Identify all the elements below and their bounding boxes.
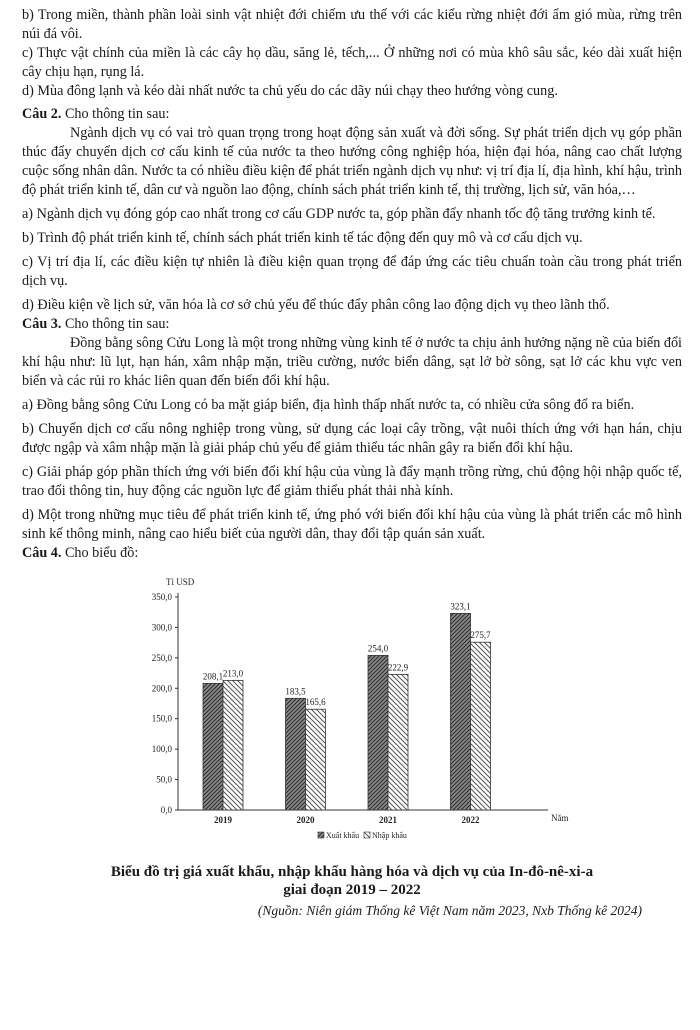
q3-passage: Đồng bằng sông Cửu Long là một trong những vùng kinh tế ở nước ta chịu ảnh hưởng nặng nề của biến đổi khí hậu như: lũ lụt, hạn hán, xâm nhập mặn, triều cường, nước biển dâng, sạt lở bờ sông, sạt lở các khu vực ven biển và các rủi ro khác liên quan đến biến đổi khí hậu.	[22, 335, 682, 389]
q3-option-c: c) Giải pháp góp phần thích ứng với biến đổi khí hậu của vùng là đẩy mạnh trồng rừng, chủ động hội nhập quốc tế, trao đổi thông tin, huy động các nguồn lực để giảm thiểu phát thải nhà kính.	[22, 464, 682, 499]
q3-option-b: b) Chuyển dịch cơ cấu nông nghiệp trong vùng, sử dụng các loại cây trồng, vật nuôi thích ứng với hạn hán, chịu được ngập và xâm nhập mặn là giải pháp chủ yếu để giảm thiểu tác nhân gây ra biến đổi khí hậu.	[22, 421, 682, 456]
y-tick-label: 300,0	[151, 622, 172, 633]
bar-value-label: 165,6	[305, 697, 326, 708]
legend-swatch	[364, 832, 370, 838]
q1-option-b: b) Trong miền, thành phần loài sinh vật nhiệt đới chiếm ưu thế với các kiểu rừng nhiệt đới ẩm gió mùa, rừng trên núi đá vôi.	[22, 7, 682, 42]
q3-label: Câu 3.	[22, 316, 62, 332]
x-axis-label: Năm	[551, 813, 569, 823]
q2-option-c: c) Vị trí địa lí, các điều kiện tự nhiên là điều kiện quan trọng để đáp ứng các tiêu chuẩn toàn cầu trong phát triển dịch vụ.	[22, 254, 682, 289]
y-tick-label: 0,0	[160, 805, 172, 815]
chart-caption-line2: giai đoạn 2019 – 2022	[283, 882, 421, 898]
x-tick-label: 2020	[296, 815, 315, 825]
y-tick-label: 350,0	[151, 592, 172, 602]
q4-intro: Cho biểu đồ:	[61, 545, 139, 561]
x-tick-label: 2019	[214, 815, 232, 825]
x-tick-label: 2022	[461, 815, 480, 825]
legend-label: Nhập khẩu	[372, 831, 407, 840]
legend-swatch	[318, 832, 324, 838]
bar-value-label: 254,0	[367, 643, 389, 654]
q3-heading	[22, 315, 682, 334]
bar-value-label: 222,9	[387, 662, 409, 673]
bar-export	[368, 655, 388, 810]
q1-option-d: d) Mùa đông lạnh và kéo dài nhất nước ta chủ yếu do các dãy núi chạy theo hướng vòng cung.	[22, 83, 558, 99]
bar-value-label: 323,1	[450, 601, 471, 612]
bar-import	[388, 674, 408, 810]
chart-caption-line1: Biểu đồ trị giá xuất khẩu, nhập khẩu hàng hóa và dịch vụ của In-đô-nê-xi-a	[110, 864, 594, 880]
bar-value-label: 183,5	[285, 686, 306, 697]
y-axis-label: Tỉ USD	[166, 577, 195, 587]
q1-option-c: c) Thực vật chính của miền là các cây họ dầu, săng lẻ, tếch,... Ở những nơi có mùa khô sâu sắc, kéo dài xuất hiện cây chịu hạn, rụng lá.	[22, 45, 682, 80]
bar-chart-svg	[0, 563, 700, 863]
bar-chart	[0, 563, 700, 863]
q2-passage: Ngành dịch vụ có vai trò quan trọng trong hoạt động sản xuất và đời sống. Sự phát triển dịch vụ góp phần thúc đẩy chuyển dịch cơ cấu kinh tế của nước ta theo hướng công nghiệp hóa, hiện đại hóa, nâng cao chất lượng cuộc sống nhân dân. Nước ta có nhiều điều kiện để phát triển ngành dịch vụ như: vị trí địa lí, địa hình, khí hậu, trình độ phát triển kinh tế, dân cư và nguồn lao động, chính sách phát triển kinh tế, thị trường, lịch sử, văn hóa,…	[22, 125, 682, 198]
q2-heading	[22, 105, 682, 124]
bar-value-label: 208,1	[202, 671, 224, 682]
y-tick-label: 250,0	[151, 652, 172, 663]
x-tick-label: 2021	[379, 815, 397, 825]
q2-intro: Cho thông tin sau:	[61, 106, 170, 122]
q2-label: Câu 2.	[22, 106, 62, 122]
q2-option-d: d) Điều kiện về lịch sử, văn hóa là cơ sở chủ yếu để thúc đẩy phân công lao động dịch vụ theo lãnh thổ.	[22, 297, 610, 313]
chart-source: (Nguồn: Niên giám Thống kê Việt Nam năm 2023, Nxb Thống kê 2024)	[257, 903, 642, 918]
q3-option-d: d) Một trong những mục tiêu để phát triển kinh tế, ứng phó với biến đổi khí hậu của vùng là phát triển các mô hình sinh kế thông minh, nâng cao hiểu biết của người dân, thay đổi tập quán sản xuất.	[22, 507, 682, 542]
q2-option-a: a) Ngành dịch vụ đóng góp cao nhất trong cơ cấu GDP nước ta, góp phần đẩy nhanh tốc độ tăng trưởng kinh tế.	[22, 206, 656, 222]
q3-option-a: a) Đồng bằng sông Cửu Long có ba mặt giáp biển, địa hình thấp nhất nước ta, có nhiều cửa sông đổ ra biển.	[22, 397, 635, 413]
bar-import	[471, 642, 491, 810]
q3-intro: Cho thông tin sau:	[61, 316, 170, 332]
bar-export	[286, 698, 306, 810]
bar-value-label: 213,0	[222, 668, 244, 679]
bar-import	[223, 680, 243, 810]
y-tick-label: 50,0	[156, 774, 172, 785]
q4-heading	[22, 544, 682, 563]
q4-label: Câu 4.	[22, 545, 62, 561]
legend-label: Xuất khẩu	[326, 831, 360, 840]
y-tick-label: 200,0	[151, 683, 172, 694]
q2-option-b: b) Trình độ phát triển kinh tế, chính sách phát triển kinh tế tác động đến quy mô và cơ cấu dịch vụ.	[22, 230, 583, 246]
y-tick-label: 150,0	[151, 713, 172, 724]
bar-export	[203, 683, 223, 810]
bar-import	[306, 709, 326, 810]
y-tick-label: 100,0	[151, 744, 172, 755]
bar-value-label: 275,7	[470, 630, 491, 641]
bar-export	[451, 613, 471, 810]
